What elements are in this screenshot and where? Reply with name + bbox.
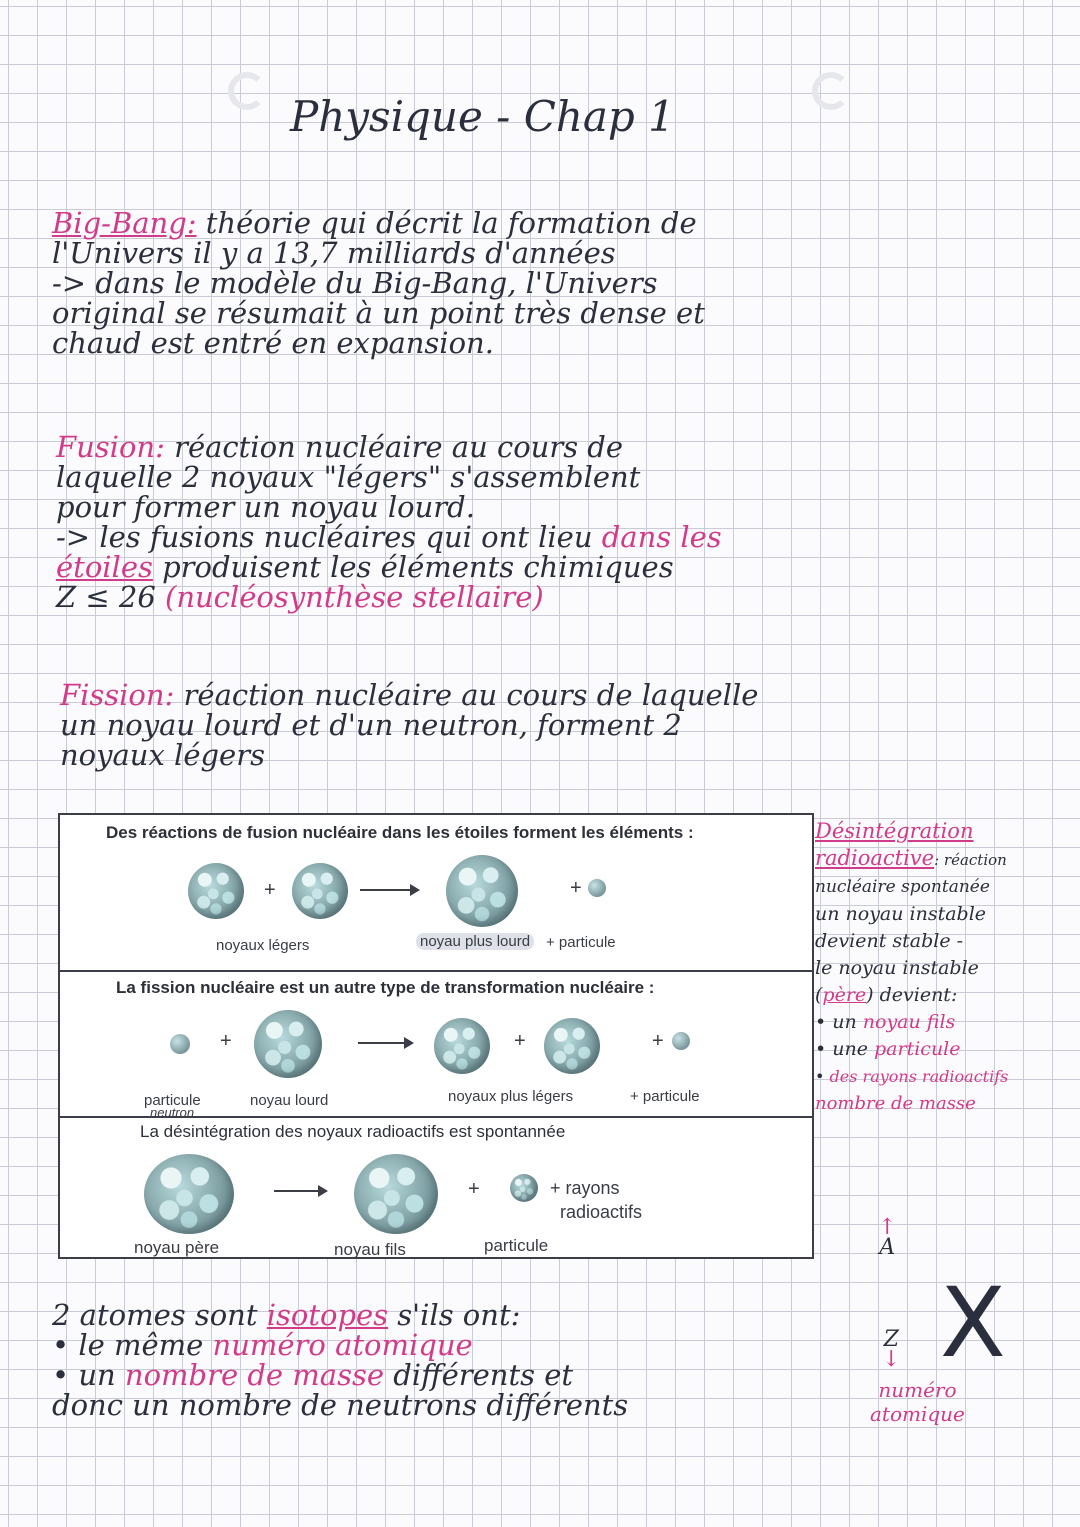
decay-panel: La désintégration des noyaux radioactifs est spontannée + + rayons radioactifs noyau père noyau fils particule	[60, 1116, 812, 1259]
arrow-right-icon	[274, 1190, 326, 1192]
neutron-annotation: neutron	[150, 1105, 195, 1120]
father-nucleus-label: noyau père	[134, 1238, 220, 1257]
particle-icon	[588, 879, 606, 897]
lighter-nucleus-icon	[434, 1018, 490, 1074]
fusion-definition: Fusion: réaction nucléaire au cours de laquelle 2 noyaux "légers" s'assemblent pour former un noyau lourd. -> les fusions nucléaires qui ont lieu dans les étoiles produisent les éléments chimiques Z ≤ 26 (nucléosynthèse stellaire)	[56, 430, 722, 614]
fusion-panel: Des réactions de fusion nucléaire dans les étoiles forment les éléments : + + noyaux légers noyau plus lourd + particule	[106, 823, 694, 954]
fission-definition: Fission: réaction nucléaire au cours de laquelle un noyau lourd et d'un neutron, forment 2 noyaux légers	[60, 678, 759, 772]
atomic-number-note: numéro atomique	[870, 1378, 965, 1426]
arrow-right-icon	[358, 1042, 412, 1044]
fusion-caption: Des réactions de fusion nucléaire dans les étoiles forment les éléments :	[106, 823, 694, 842]
particle-label: particule	[144, 1092, 201, 1109]
atomic-number-marker: Z ↓	[882, 1327, 901, 1372]
son-nucleus-label: noyau fils	[334, 1240, 406, 1259]
rays-label: + rayons	[550, 1178, 620, 1198]
page-title: Physique - Chap 1	[290, 92, 675, 141]
big-bang-term: Big-Bang:	[52, 206, 197, 240]
lighter-nuclei-label: noyaux plus légers	[448, 1088, 574, 1105]
light-nucleus-icon	[188, 863, 244, 919]
rays-label-2: radioactifs	[560, 1202, 643, 1222]
nuclear-reactions-figure	[58, 813, 814, 1259]
radioactive-decay-note: Désintégration radioactive: réaction nucléaire spontanée un noyau instable devient stable - le noyau instable (père) devient: • un noyau fils • une particule • des rayons radioactifs nombre de masse	[815, 819, 1009, 1114]
neutron-icon	[170, 1034, 190, 1054]
particle-label: + particule	[546, 934, 616, 951]
emitted-particle-icon	[510, 1174, 538, 1202]
mass-number-marker: ↑ A	[878, 1215, 897, 1260]
son-nucleus-icon	[354, 1154, 438, 1234]
heavier-nucleus-label: noyau plus lourd	[416, 933, 534, 950]
fission-term: Fission:	[60, 678, 175, 712]
particle-icon	[672, 1032, 690, 1050]
arrow-right-icon	[360, 889, 418, 891]
element-symbol: X	[940, 1267, 1006, 1379]
light-nuclei-label: noyaux légers	[216, 937, 310, 954]
binder-ring-right	[812, 72, 850, 110]
light-nucleus-icon	[292, 863, 348, 919]
binder-ring-left	[228, 72, 266, 110]
particle-label: + particule	[630, 1088, 700, 1105]
father-nucleus-icon	[144, 1154, 234, 1234]
fission-panel: La fission nucléaire est un autre type de transformation nucléaire : + + + particule neutron noyau lourd noyaux plus légers + particule	[60, 970, 812, 1118]
heavy-nucleus-icon	[446, 855, 518, 927]
heavy-nucleus-icon	[254, 1010, 322, 1078]
lighter-nucleus-icon	[544, 1018, 600, 1074]
isotopes-definition: 2 atomes sont isotopes s'ils ont: • le même numéro atomique • un nombre de masse différents et donc un nombre de neutrons différents	[52, 1298, 629, 1422]
heavy-nucleus-label: noyau lourd	[250, 1092, 329, 1109]
fusion-term: Fusion:	[56, 430, 165, 464]
decay-caption: La désintégration des noyaux radioactifs est spontannée	[140, 1122, 566, 1141]
big-bang-definition: Big-Bang: théorie qui décrit la formation de l'Univers il y a 13,7 milliards d'années -> dans le modèle du Big-Bang, l'Univers original se résumait à un point très dense et chaud est entré en expansion.	[52, 206, 705, 360]
particle-label: particule	[484, 1236, 549, 1255]
fission-caption: La fission nucléaire est un autre type de transformation nucléaire :	[116, 978, 655, 997]
